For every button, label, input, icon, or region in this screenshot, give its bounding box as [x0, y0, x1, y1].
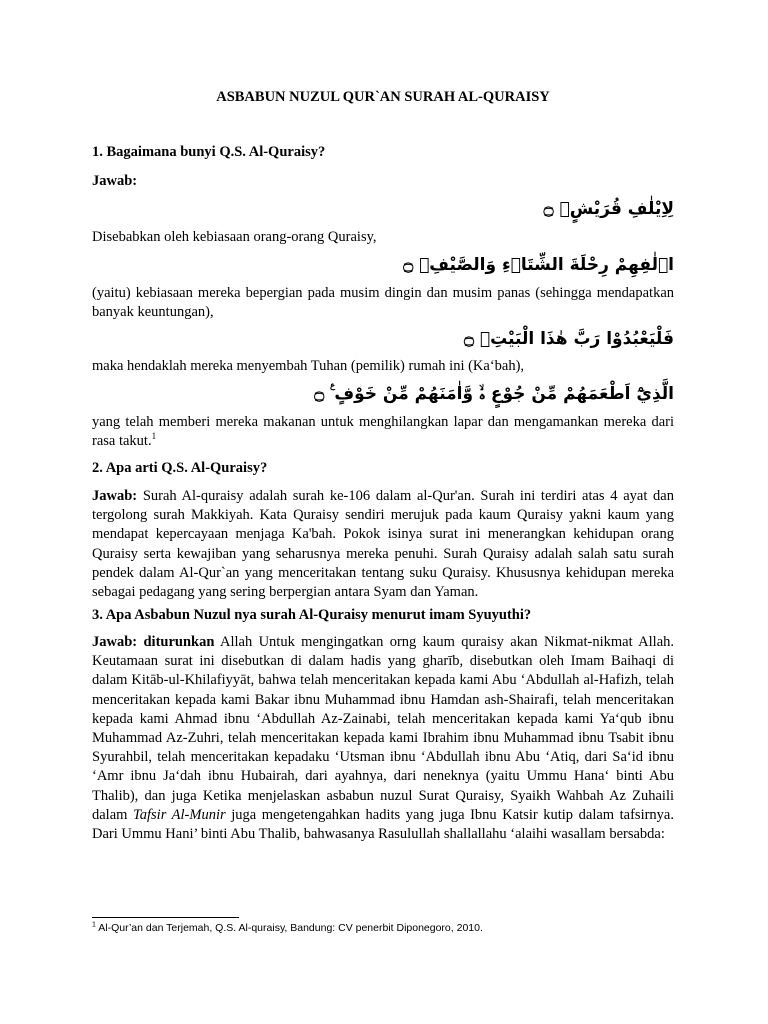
translation-verse-4 [92, 413, 674, 451]
footnote-text: Al-Qur’an dan Terjemah, Q.S. Al-quraisy, Bandung: CV penerbit Diponegoro, 2010. [95, 922, 483, 934]
answer-1-label: Jawab: [92, 173, 138, 189]
question-2: 2. Apa arti Q.S. Al-Quraisy? [92, 460, 268, 476]
answer-3-label: Jawab: diturunkan [92, 634, 215, 650]
question-1: 1. Bagaimana bunyi Q.S. Al-Quraisy? [92, 144, 326, 160]
document-page [92, 0, 674, 1024]
answer-3 [92, 633, 674, 844]
answer-3-text: Allah Untuk mengingatkan orng kaum quraisy akan Nikmat-nikmat Allah. Keutamaan surat ini disebutkan di dalam hadis yang gharīb, disebutkan oleh Imam Baihaqi di dalam Kitāb-ul-Khilafiyyāt, bahwa telah menceritakan kepada kami Abu ‘Abdullah al-Hafizh, telah menceritakan kepada kami Bakar ibnu Muhammad ibnu Hamdan ash-Shairafi, telah menceritakan kepada kami Ahmad ibnu ‘Abdullah Az-Zainabi, telah menceritakan kepada kami Ya‘qub ibnu Muhammad Az-Zuhri, telah menceritakan kepada kami Ibrahim ibnu Muhammad ibnu Tsabit ibnu Syurahbil, telah menceritakan kepadaku ‘Utsman ibnu ‘Abdullah ibnu Abu ‘Atiq, dari Sa‘id ibnu ‘Amr ibnu Ja‘dah ibnu Hubairah, dari ayahnya, dari neneknya (yaitu Ummu Hana‘ binti Abu Thalib), dan juga Ketika menjelaskan asbabun nuzul Surat Quraisy, Syaikh Wahbah Az Zuhaili dalam [92, 634, 675, 823]
page-title: ASBABUN NUZUL QUR`AN SURAH AL-QURAISY [216, 89, 550, 105]
answer-2 [92, 487, 674, 602]
translation-verse-2: (yaitu) kebiasaan mereka bepergian pada musim dingin dan musim panas (sehingga mendapatkan banyak keuntungan), [92, 285, 674, 321]
translation-verse-4-text: yang telah memberi mereka makanan untuk menghilangkan lapar dan mengamankan mereka dari rasa takut. [92, 414, 674, 450]
translation-verse-1: Disebabkan oleh kebiasaan orang-orang Quraisy, [92, 229, 377, 245]
answer-3-book-title: Tafsir Al-Munir [133, 806, 226, 823]
arabic-verse-3: فَلْيَعْبُدُوْا رَبَّ هٰذَا الْبَيْتِۙ ۝ [464, 329, 674, 349]
answer-3-text-continued: juga mengetengahkan hadits yang juga Ibnu Katsir kutip dalam tafsirnya. Dari Ummu Hani’ binti Abu Thalib, bahwasanya Rasulullah shallallahu ‘alaihi wasallam bersabda: [92, 806, 674, 843]
footnote-number: 1 [92, 921, 96, 929]
arabic-verse-4: الَّذِيْٓ اَطْعَمَهُمْ مِّنْ جُوْعٍ ەۙ وَّاٰمَنَهُمْ مِّنْ خَوْفٍ ࣖ ۝ [314, 384, 674, 404]
question-3: 3. Apa Asbabun Nuzul nya surah Al-Quraisy menurut imam Syuyuthi? [92, 607, 532, 623]
footnote [92, 922, 692, 934]
arabic-verse-1: لِاِيْلٰفِ قُرَيْشٍۙ ۝ [543, 199, 674, 219]
arabic-verse-2: اٖلٰفِهِمْ رِحْلَةَ الشِّتَاۤءِ وَالصَّيْفِۚ ۝ [403, 255, 674, 275]
footnote-reference[interactable]: 1 [151, 431, 157, 442]
translation-verse-3: maka hendaklah mereka menyembah Tuhan (pemilik) rumah ini (Ka‘bah), [92, 358, 525, 374]
answer-2-text: Surah Al-quraisy adalah surah ke-106 dalam al-Qur'an. Surah ini terdiri atas 4 ayat dan tergolong surah Makkiyah. Kata Quraisy sendiri merujuk pada kaum Quraisy yakni kaum yang mendapat kepercayaan menjaga Ka'bah. Pokok isinya surat ini menerangkan kehidupan orang Quraisy serta kewajiban yang seharusnya mereka penuhi. Surah Quraisy adalah salah satu surah pendek dalam Al-Qur`an yang menceritakan tentang suku Quraisy. Khususnya kehidupan mereka sebagai pedagang yang sering berpergian antara Syam dan Yaman. [92, 488, 674, 601]
answer-2-label: Jawab: [92, 488, 138, 504]
footnote-separator [92, 917, 239, 918]
